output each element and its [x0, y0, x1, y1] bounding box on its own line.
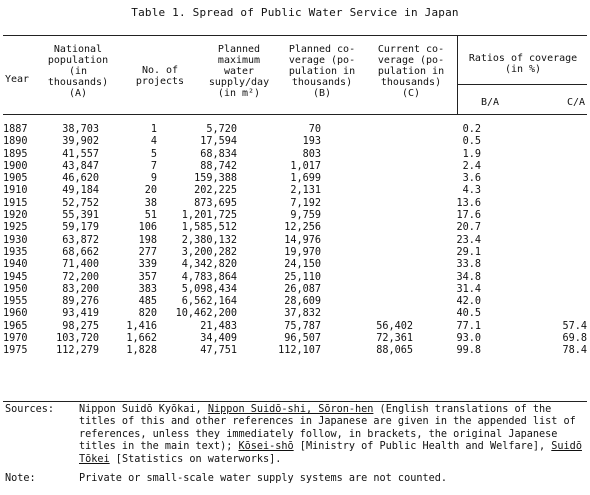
cell-ratio-ca: [481, 136, 587, 148]
cell-population: 52,752: [62, 197, 99, 209]
cell-ratio-ca: [481, 198, 587, 210]
cell-current-coverage: [321, 161, 413, 173]
cell-current-coverage: [321, 284, 413, 296]
cell-projects: 198: [138, 234, 157, 246]
table-row: [3, 136, 587, 148]
cell-ratio-ba: 0.2: [462, 124, 481, 135]
cell-ratio-ba: 31.4: [456, 283, 481, 295]
cell-ratio-ba: 2.4: [462, 160, 481, 172]
cell-year: 1970: [3, 333, 28, 345]
cell-projects: 9: [150, 173, 157, 185]
table-row: [3, 149, 587, 161]
cell-current-coverage: [321, 149, 413, 161]
header-projects: No. of projects: [135, 65, 185, 87]
cell-year: 1960: [3, 308, 28, 320]
table-row: [3, 296, 587, 308]
cell-planned-coverage: 14,976: [284, 234, 321, 246]
cell-supply: 5,720: [206, 124, 237, 135]
sources-label: Sources:: [5, 404, 55, 415]
sources-part: (English translations of the titles of this and other references in Japanese are given in the appended list of references, unless they immediately follow, in brackets, the original Japanese titles in the main text);: [79, 404, 576, 453]
table-row: [3, 345, 587, 357]
cell-year: 1905: [3, 173, 28, 185]
cell-year: 1940: [3, 259, 28, 271]
cell-planned-coverage: 25,110: [284, 271, 321, 283]
cell-current-coverage: [321, 124, 413, 136]
cell-ratio-ba: 29.1: [456, 246, 481, 258]
cell-projects: 1,828: [126, 345, 157, 357]
cell-planned-coverage: 75,787: [284, 320, 321, 332]
cell-projects: 277: [138, 246, 157, 258]
cell-projects: 4: [150, 136, 157, 148]
sources-part: [Statistics on waterworks].: [109, 453, 282, 465]
cell-ratio-ca: [481, 308, 587, 320]
cell-ratio-ca: [481, 185, 587, 197]
table-row: [3, 247, 587, 259]
cell-projects: 820: [138, 308, 157, 320]
cell-ratio-ca: [481, 161, 587, 173]
cell-current-coverage: [321, 136, 413, 148]
sources-text: [79, 404, 583, 466]
cell-current-coverage: [321, 272, 413, 284]
cell-year: 1935: [3, 246, 28, 258]
cell-population: 83,200: [62, 283, 99, 295]
sources-statistics-underlined: Suidō Tōkei: [79, 441, 582, 465]
cell-ratio-ca: [481, 124, 587, 136]
table-row: [3, 284, 587, 296]
cell-ratio-ba: 99.8: [456, 345, 481, 357]
cell-planned-coverage: 7,192: [290, 197, 321, 209]
cell-current-coverage: [321, 173, 413, 185]
top-rule: [3, 35, 587, 36]
cell-supply: 10,462,200: [175, 308, 237, 320]
cell-ratio-ca: [481, 222, 587, 234]
table-row: [3, 333, 587, 345]
cell-year: 1930: [3, 234, 28, 246]
cell-supply: 6,562,164: [181, 296, 237, 308]
cell-ratio-ba: 20.7: [456, 222, 481, 234]
cell-supply: 4,783,864: [181, 271, 237, 283]
cell-planned-coverage: 28,609: [284, 296, 321, 308]
cell-supply: 34,409: [200, 333, 237, 345]
cell-year: 1887: [3, 124, 28, 135]
cell-supply: 88,742: [200, 160, 237, 172]
cell-population: 72,200: [62, 271, 99, 283]
header-ratios: Ratios of coverage (in %): [468, 53, 578, 75]
cell-current-coverage: [321, 308, 413, 320]
cell-projects: 5: [150, 148, 157, 160]
cell-population: 38,703: [62, 124, 99, 135]
cell-ratio-ca: [481, 173, 587, 185]
cell-current-coverage: [321, 247, 413, 259]
cell-projects: 339: [138, 259, 157, 271]
cell-year: 1910: [3, 185, 28, 197]
cell-current-coverage: 72,361: [376, 333, 413, 345]
cell-supply: 2,380,132: [181, 234, 237, 246]
cell-supply: 4,342,820: [181, 259, 237, 271]
cell-ratio-ca: [481, 235, 587, 247]
cell-population: 63,872: [62, 234, 99, 246]
cell-ratio-ca: 69.8: [562, 333, 587, 345]
cell-population: 89,276: [62, 296, 99, 308]
cell-population: 93,419: [62, 308, 99, 320]
note-label: Note:: [5, 473, 36, 484]
cell-projects: 20: [144, 185, 157, 197]
cell-population: 112,279: [56, 345, 99, 357]
cell-ratio-ba: 3.6: [462, 173, 481, 185]
cell-ratio-ba: 1.9: [462, 148, 481, 160]
cell-supply: 202,225: [194, 185, 237, 197]
cell-ratio-ba: 4.3: [462, 185, 481, 197]
cell-ratio-ca: [481, 149, 587, 161]
table-bottom-rule: [3, 401, 587, 402]
cell-population: 68,662: [62, 246, 99, 258]
cell-supply: 159,388: [194, 173, 237, 185]
cell-projects: 1,416: [126, 320, 157, 332]
cell-projects: 383: [138, 283, 157, 295]
table-row: [3, 222, 587, 234]
cell-population: 71,400: [62, 259, 99, 271]
cell-ratio-ca: [481, 259, 587, 271]
cell-planned-coverage: 193: [302, 136, 321, 148]
cell-population: 59,179: [62, 222, 99, 234]
cell-planned-coverage: 70: [308, 124, 321, 135]
table-row: [3, 210, 587, 222]
cell-year: 1900: [3, 160, 28, 172]
cell-year: 1975: [3, 345, 28, 357]
ratios-subrule: [458, 84, 587, 85]
cell-planned-coverage: 96,507: [284, 333, 321, 345]
table-row: [3, 198, 587, 210]
table-body: [3, 124, 587, 358]
cell-year: 1955: [3, 296, 28, 308]
cell-ratio-ca: [481, 296, 587, 308]
cell-planned-coverage: 26,087: [284, 283, 321, 295]
coverage-table: [3, 124, 587, 358]
cell-planned-coverage: 1,017: [290, 160, 321, 172]
header-planned-coverage: Planned co- verage (po- pulation in thousands) (B): [288, 44, 356, 99]
cell-population: 41,557: [62, 148, 99, 160]
cell-population: 98,275: [62, 320, 99, 332]
cell-projects: 1: [150, 124, 157, 135]
cell-projects: 485: [138, 296, 157, 308]
cell-year: 1945: [3, 271, 28, 283]
table-row: [3, 259, 587, 271]
cell-population: 49,184: [62, 185, 99, 197]
cell-ratio-ca: [481, 284, 587, 296]
cell-current-coverage: [321, 235, 413, 247]
sources-part: Nippon Suidō Kyōkai,: [79, 404, 208, 415]
cell-planned-coverage: 24,150: [284, 259, 321, 271]
cell-planned-coverage: 9,759: [290, 210, 321, 222]
cell-supply: 68,834: [200, 148, 237, 160]
cell-ratio-ba: 17.6: [456, 210, 481, 222]
cell-year: 1950: [3, 283, 28, 295]
cell-ratio-ca: [481, 247, 587, 259]
cell-ratio-ba: 77.1: [456, 320, 481, 332]
cell-supply: 1,585,512: [181, 222, 237, 234]
cell-projects: 7: [150, 160, 157, 172]
header-current-coverage: Current co- verage (po- pulation in thousands) (C): [377, 44, 445, 99]
cell-projects: 51: [144, 210, 157, 222]
cell-current-coverage: [321, 198, 413, 210]
cell-current-coverage: [321, 296, 413, 308]
cell-supply: 3,200,282: [181, 246, 237, 258]
table-row: [3, 173, 587, 185]
table-row: [3, 124, 587, 136]
cell-population: 46,620: [62, 173, 99, 185]
cell-ratio-ba: 33.8: [456, 259, 481, 271]
cell-ratio-ca: 57.4: [562, 320, 587, 332]
cell-ratio-ba: 13.6: [456, 197, 481, 209]
cell-ratio-ba: 34.8: [456, 271, 481, 283]
header-year: Year: [5, 74, 30, 85]
cell-projects: 106: [138, 222, 157, 234]
cell-supply: 873,695: [194, 197, 237, 209]
cell-year: 1920: [3, 210, 28, 222]
cell-current-coverage: [321, 210, 413, 222]
table-row: [3, 235, 587, 247]
cell-current-coverage: [321, 259, 413, 271]
cell-ratio-ca: 78.4: [562, 345, 587, 357]
sources-title-underlined: Nippon Suidō-shi, Sōron-hen: [207, 404, 374, 415]
cell-supply: 5,098,434: [181, 283, 237, 295]
table-row: [3, 185, 587, 197]
header-ba: B/A: [480, 97, 500, 108]
cell-ratio-ca: [481, 272, 587, 284]
sources-part: [Ministry of Public Health and Welfare],: [293, 441, 552, 453]
cell-ratio-ca: [481, 210, 587, 222]
header-population: National population (in thousands) (A): [47, 44, 109, 99]
cell-supply: 1,201,725: [181, 210, 237, 222]
cell-planned-coverage: 112,107: [278, 345, 321, 357]
cell-population: 43,847: [62, 160, 99, 172]
cell-projects: 1,662: [126, 333, 157, 345]
table-row: [3, 161, 587, 173]
cell-planned-coverage: 12,256: [284, 222, 321, 234]
cell-planned-coverage: 19,970: [284, 246, 321, 258]
cell-projects: 38: [144, 197, 157, 209]
cell-current-coverage: [321, 185, 413, 197]
cell-ratio-ba: 40.5: [456, 308, 481, 320]
header-supply: Planned maximum water supply/day (in m²): [208, 44, 270, 99]
note-text: Private or small-scale water supply systems are not counted.: [79, 473, 448, 484]
cell-planned-coverage: 1,699: [290, 173, 321, 185]
cell-year: 1965: [3, 320, 28, 332]
cell-year: 1890: [3, 136, 28, 148]
table-title: Table 1. Spread of Public Water Service in Japan: [131, 6, 459, 19]
cell-supply: 47,751: [200, 345, 237, 357]
cell-year: 1895: [3, 148, 28, 160]
cell-current-coverage: [321, 222, 413, 234]
header-ca: C/A: [566, 97, 585, 108]
cell-planned-coverage: 37,832: [284, 308, 321, 320]
cell-year: 1925: [3, 222, 28, 234]
cell-population: 103,720: [56, 333, 99, 345]
cell-supply: 17,594: [200, 136, 237, 148]
cell-ratio-ba: 23.4: [456, 234, 481, 246]
cell-ratio-ba: 42.0: [456, 296, 481, 308]
cell-ratio-ba: 93.0: [456, 333, 481, 345]
cell-planned-coverage: 803: [302, 148, 321, 160]
table-row: [3, 321, 587, 333]
cell-projects: 357: [138, 271, 157, 283]
cell-ratio-ba: 0.5: [462, 136, 481, 148]
cell-planned-coverage: 2,131: [290, 185, 321, 197]
cell-current-coverage: 88,065: [376, 345, 413, 357]
cell-supply: 21,483: [200, 320, 237, 332]
sources-ministry-underlined: Kōsei-shō: [238, 441, 294, 453]
table-row: [3, 308, 587, 320]
cell-population: 55,391: [62, 210, 99, 222]
cell-population: 39,902: [62, 136, 99, 148]
cell-year: 1915: [3, 197, 28, 209]
header-bottom-rule: [3, 114, 587, 115]
cell-current-coverage: 56,402: [376, 320, 413, 332]
table-row: [3, 272, 587, 284]
